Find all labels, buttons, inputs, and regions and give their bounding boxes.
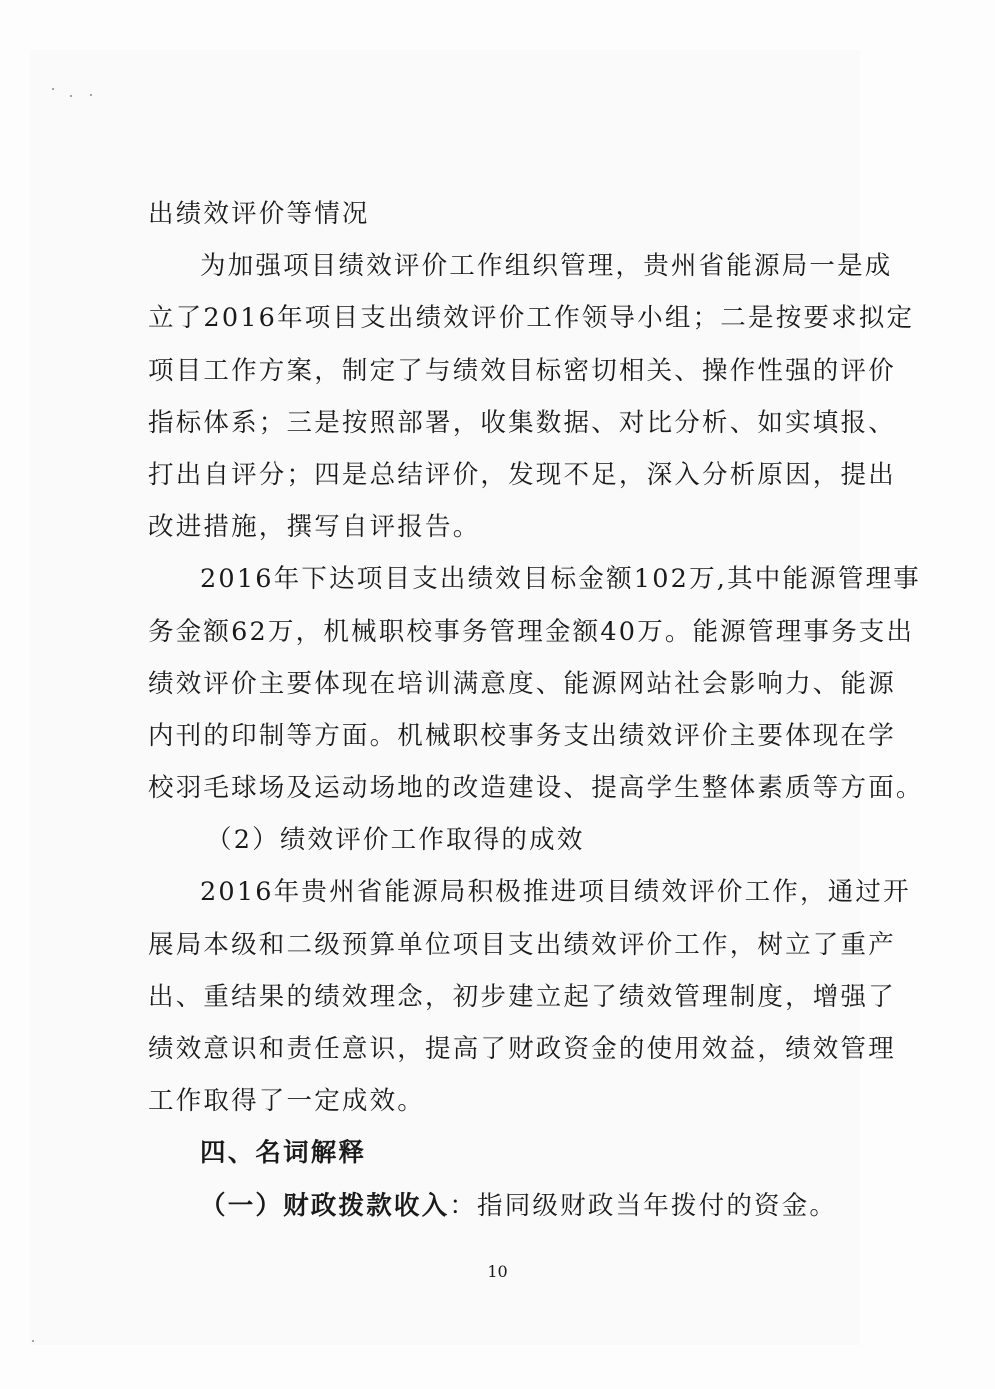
section-heading: 四、名词解释 <box>200 1138 367 1169</box>
paragraph-line: 2016年下达项目支出绩效目标金额102万,其中能源管理事 <box>200 564 921 595</box>
paragraph-line: 绩效意识和责任意识，提高了财政资金的使用效益，绩效管理 <box>148 1034 896 1064</box>
scan-speck <box>52 88 54 90</box>
paragraph-line: 出绩效评价等情况 <box>148 199 370 229</box>
definition-line <box>148 1180 848 1232</box>
paragraph-line: 立了2016年项目支出绩效评价工作领导小组；二是按要求拟定 <box>148 303 915 334</box>
definition-term: （一）财政拨款收入 <box>200 1190 450 1221</box>
subsection-heading: （2）绩效评价工作取得的成效 <box>206 825 585 856</box>
paragraph-line: 校羽毛球场及运动场地的改造建设、提高学生整体素质等方面。 <box>148 773 924 804</box>
paragraph-line: 为加强项目绩效评价工作组织管理，贵州省能源局一是成 <box>200 251 893 282</box>
paragraph-line: 改进措施，撰写自评报告。 <box>148 512 481 543</box>
paragraph-line: 内刊的印制等方面。机械职校事务支出绩效评价主要体现在学 <box>148 720 896 751</box>
paragraph-line: 绩效评价主要体现在培训满意度、能源网站社会影响力、能源 <box>148 668 896 699</box>
scan-speck <box>70 95 72 97</box>
paragraph-line: 2016年贵州省能源局积极推进项目绩效评价工作，通过开 <box>200 877 911 908</box>
paragraph-line: 项目工作方案，制定了与绩效目标密切相关、操作性强的评价 <box>148 355 896 386</box>
paragraph-line: 工作取得了一定成效。 <box>148 1086 426 1117</box>
scan-speck <box>32 1340 34 1342</box>
document-body <box>148 188 924 1232</box>
page-number: 10 <box>487 1262 508 1281</box>
scan-speck <box>90 94 92 96</box>
paragraph-line: 打出自评分；四是总结评价，发现不足，深入分析原因，提出 <box>148 459 896 490</box>
definition-text: ：指同级财政当年拨付的资金。 <box>449 1190 838 1221</box>
paragraph-line: 指标体系；三是按照部署，收集数据、对比分析、如实填报、 <box>148 407 896 438</box>
paragraph-line: 展局本级和二级预算单位项目支出绩效评价工作，树立了重产 <box>148 929 896 960</box>
paragraph-line: 出、重结果的绩效理念，初步建立起了绩效管理制度，增强了 <box>148 981 896 1012</box>
paragraph-line: 务金额62万，机械职校事务管理金额40万。能源管理事务支出 <box>148 616 915 647</box>
